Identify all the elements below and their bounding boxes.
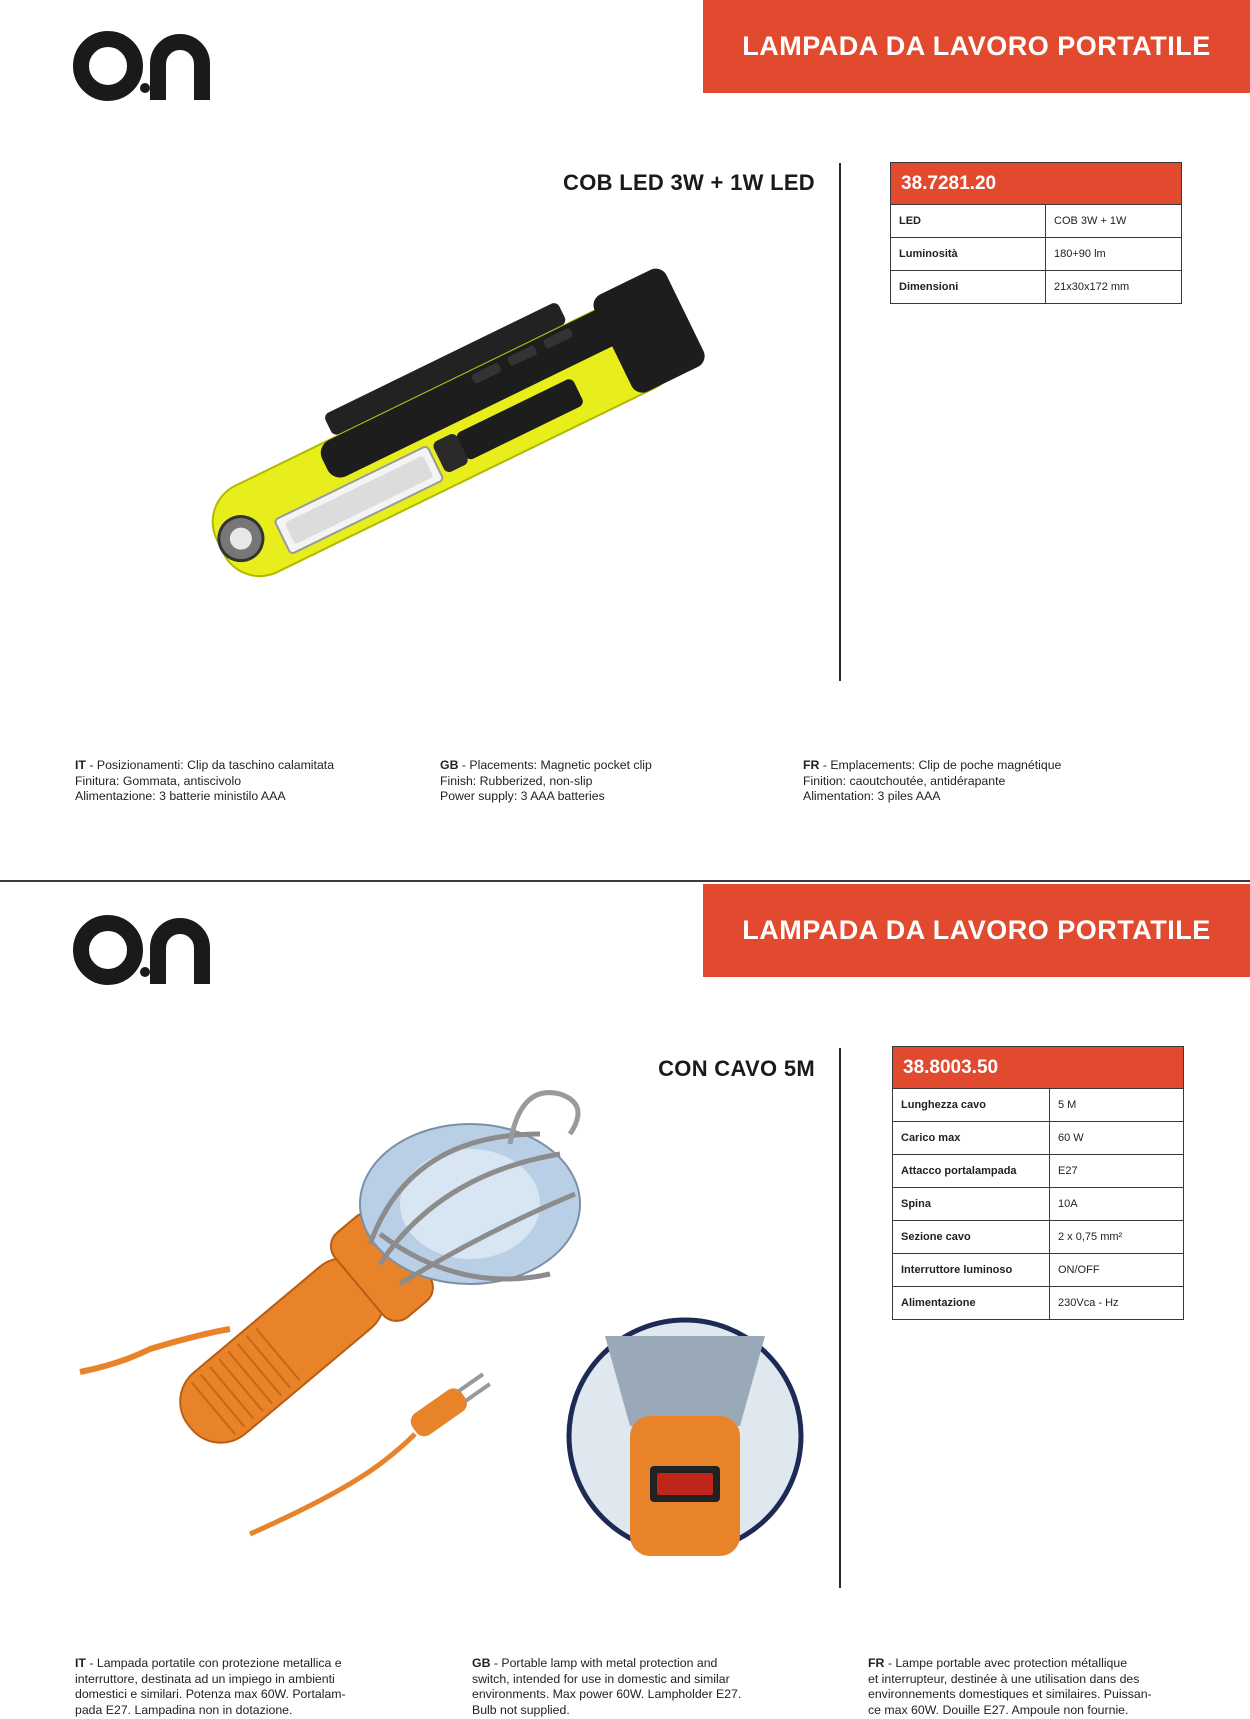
brand-logo	[70, 906, 220, 986]
spec-value: 2 x 0,75 mm²	[1050, 1221, 1184, 1254]
description-fr: FR - Emplacements: Clip de poche magnétique Finition: caoutchoutée, antidérapante Alimentation: 3 piles AAA	[803, 758, 1062, 803]
spec-value: 5 M	[1050, 1089, 1184, 1122]
category-banner: LAMPADA DA LAVORO PORTATILE	[703, 0, 1250, 93]
spec-row	[893, 1155, 1184, 1188]
spec-row	[891, 271, 1182, 304]
spec-row	[893, 1188, 1184, 1221]
spec-value: 60 W	[1050, 1122, 1184, 1155]
spec-row	[893, 1221, 1184, 1254]
lang-code: FR	[803, 758, 820, 772]
description-fr: FR - Lampe portable avec protection métallique et interrupteur, destinée à une utilisation dans des environnements domestiques et similaires. Puissan- ce max 60W. Douille E27. Ampoule non fournie.	[868, 1656, 1152, 1717]
spec-value: 180+90 lm	[1046, 238, 1182, 271]
lang-code: GB	[440, 758, 459, 772]
description-line: Emplacements: Clip de poche magnétique	[830, 758, 1062, 772]
description-line: Finish: Rubberized, non-slip	[440, 773, 593, 788]
description-line: interruttore, destinata ad un impiego in ambienti	[75, 1671, 335, 1686]
page-separator	[0, 880, 1250, 882]
spec-value: 21x30x172 mm	[1046, 271, 1182, 304]
description-it: IT - Lampada portatile con protezione metallica e interruttore, destinata ad un impiego in ambienti domestici e similari. Potenza max 60W. Portalam- pada E27. Lampadina non in dotazione.	[75, 1656, 346, 1717]
lang-code: FR	[868, 1656, 885, 1670]
description-line: environments. Max power 60W. Lampholder E27.	[472, 1687, 742, 1701]
description-line: Alimentazione: 3 batterie ministilo AAA	[75, 789, 286, 803]
spec-label: Lunghezza cavo	[893, 1089, 1050, 1122]
spec-row	[891, 205, 1182, 238]
description-line: Power supply: 3 AAA batteries	[440, 789, 605, 803]
spec-value: E27	[1050, 1155, 1184, 1188]
switch-detail-inset	[565, 1316, 805, 1556]
description-line: switch, intended for use in domestic and similar	[472, 1671, 730, 1686]
spec-label: Alimentazione	[893, 1287, 1050, 1320]
product-title: COB LED 3W + 1W LED	[563, 170, 815, 195]
spec-label: Attacco portalampada	[893, 1155, 1050, 1188]
lang-code: IT	[75, 1656, 86, 1670]
description-line: Lampada portatile con protezione metallica e	[96, 1656, 342, 1670]
description-line: Finition: caoutchoutée, antidérapante	[803, 773, 1006, 788]
spec-row	[893, 1254, 1184, 1287]
spec-label: Spina	[893, 1188, 1050, 1221]
description-line: Bulb not supplied.	[472, 1702, 570, 1717]
description-line: Placements: Magnetic pocket clip	[469, 758, 652, 772]
category-banner: LAMPADA DA LAVORO PORTATILE	[703, 884, 1250, 977]
cob-led-penlight-image	[150, 270, 750, 660]
description-gb: GB - Portable lamp with metal protection and switch, intended for use in domestic and similar environments. Max power 60W. Lampholder E27. Bulb not supplied.	[472, 1656, 742, 1717]
description-line: ce max 60W. Douille E27. Ampoule non fournie.	[868, 1702, 1129, 1717]
spec-table	[890, 162, 1182, 304]
spec-row	[893, 1122, 1184, 1155]
description-line: environnements domestiques et similaires. Puissan-	[868, 1687, 1152, 1701]
spec-row	[893, 1287, 1184, 1320]
product-code: 38.7281.20	[891, 163, 1182, 205]
description-line: Lampe portable avec protection métallique	[895, 1656, 1128, 1670]
spec-label: Luminosità	[891, 238, 1046, 271]
description-gb: GB - Placements: Magnetic pocket clip Finish: Rubberized, non-slip Power supply: 3 AAA batteries	[440, 758, 652, 803]
catalog-page-2	[0, 884, 1250, 1719]
product-title: CON CAVO 5M	[658, 1056, 815, 1081]
product-code: 38.8003.50	[893, 1047, 1184, 1089]
spec-label: LED	[891, 205, 1046, 238]
spec-label: Dimensioni	[891, 271, 1046, 304]
lang-code: GB	[472, 1656, 491, 1670]
spec-value: COB 3W + 1W	[1046, 205, 1182, 238]
vertical-divider	[839, 163, 841, 681]
spec-row	[893, 1089, 1184, 1122]
description-line: et interrupteur, destinée à une utilisation dans des	[868, 1671, 1140, 1686]
spec-label: Sezione cavo	[893, 1221, 1050, 1254]
description-line: Posizionamenti: Clip da taschino calamitata	[96, 758, 335, 772]
description-line: Finitura: Gommata, antiscivolo	[75, 773, 242, 788]
lang-code: IT	[75, 758, 86, 772]
spec-value: 10A	[1050, 1188, 1184, 1221]
spec-label: Interruttore luminoso	[893, 1254, 1050, 1287]
spec-value: 230Vca - Hz	[1050, 1287, 1184, 1320]
vertical-divider	[839, 1048, 841, 1588]
spec-value: ON/OFF	[1050, 1254, 1184, 1287]
spec-row	[891, 238, 1182, 271]
brand-logo	[70, 22, 220, 102]
description-line: domestici e similari. Potenza max 60W. Portalam-	[75, 1687, 346, 1701]
spec-table	[892, 1046, 1184, 1320]
description-line: Portable lamp with metal protection and	[501, 1656, 718, 1670]
spec-label: Carico max	[893, 1122, 1050, 1155]
description-it: IT - Posizionamenti: Clip da taschino calamitata Finitura: Gommata, antiscivolo Alimentazione: 3 batterie ministilo AAA	[75, 758, 335, 803]
description-line: Alimentation: 3 piles AAA	[803, 789, 941, 803]
description-line: pada E27. Lampadina non in dotazione.	[75, 1702, 293, 1717]
